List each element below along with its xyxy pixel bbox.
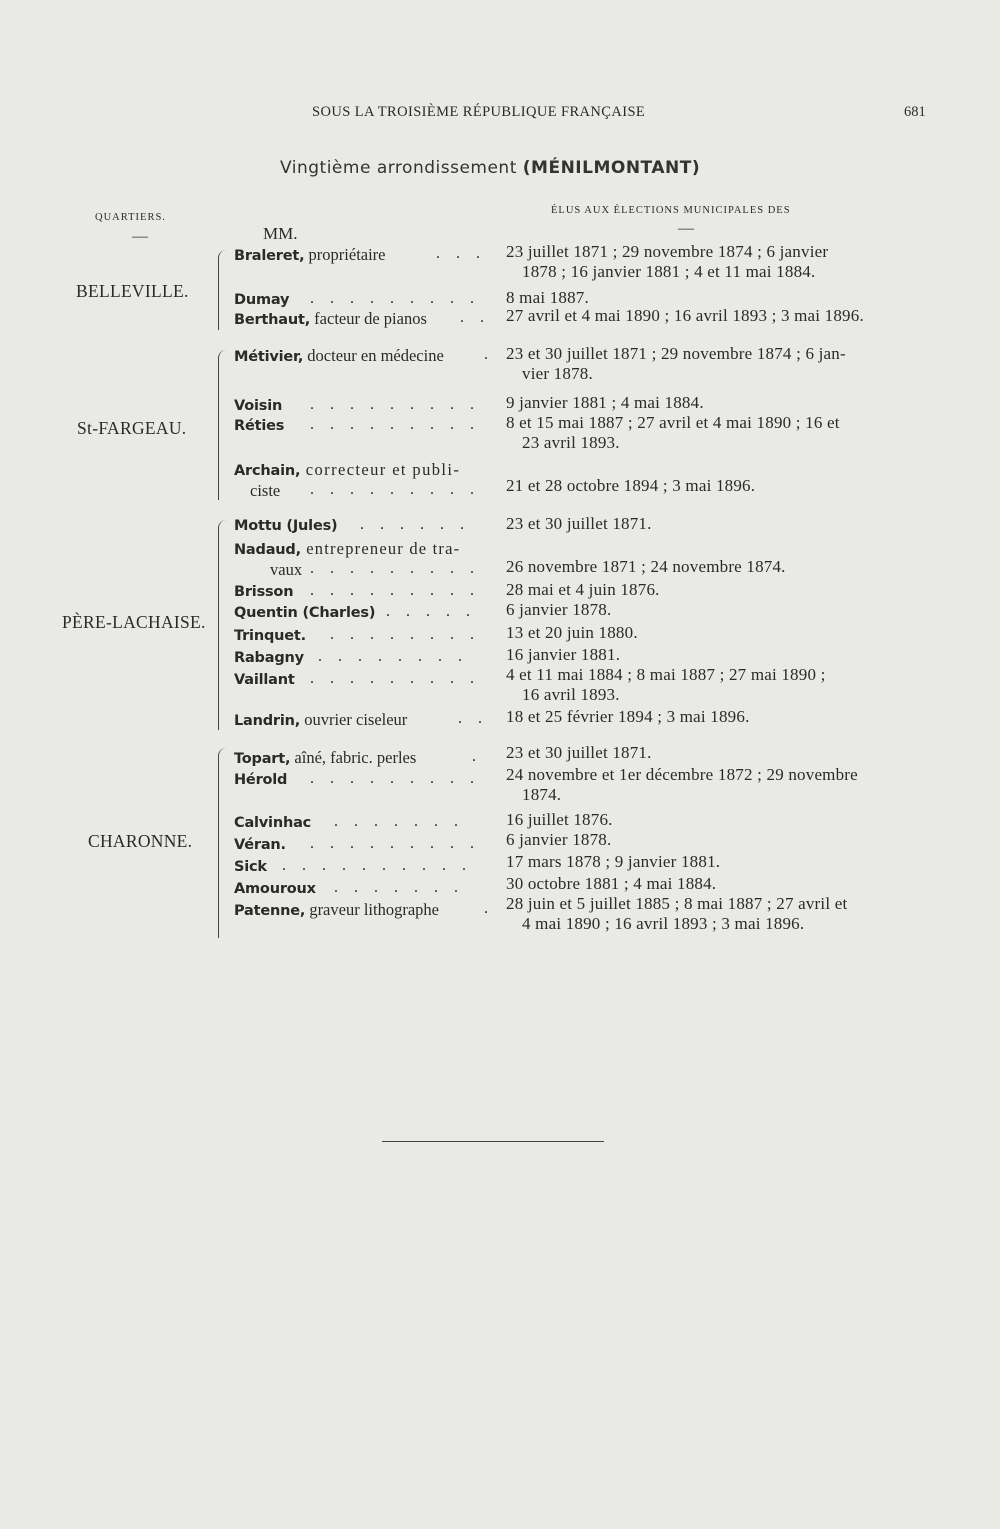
district-pere-lachaise: PÈRE-LACHAISE. <box>62 612 206 632</box>
entry-name: Métivier, docteur en médecine <box>234 346 444 365</box>
dot-leader: . . . . . . . . . <box>310 670 480 687</box>
brace-belleville <box>218 250 229 330</box>
entry-name: Calvinhac <box>234 815 312 831</box>
district-charonne: CHARONNE. <box>88 831 193 851</box>
entry-name: Amouroux <box>234 881 316 897</box>
entry-dates: 27 avril et 4 mai 1890 ; 16 avril 1893 ; 3 mai 1896. <box>506 306 864 325</box>
entry-name: Voisin <box>234 398 283 414</box>
entry-name: Braleret, propriétaire <box>234 245 386 264</box>
entry-dates: 28 juin et 5 juillet 1885 ; 8 mai 1887 ; 27 avril et 4 mai 1890 ; 16 avril 1893 ; 3 mai 1896. <box>506 894 848 933</box>
entry-name: Topart, aîné, fabric. perles <box>234 748 417 767</box>
entry-dates: 17 mars 1878 ; 9 janvier 1881. <box>506 852 721 871</box>
entry-dates: 6 janvier 1878. <box>506 600 612 619</box>
dot-leader: . . . . . <box>386 603 476 620</box>
dot-leader: . . . . . . <box>360 516 470 533</box>
entry-dates: 28 mai et 4 juin 1876. <box>506 580 660 599</box>
dot-leader: . . . . . . . . . <box>310 770 480 787</box>
dot-leader: . . . . . . . . . <box>310 560 480 577</box>
entry-dates: 9 janvier 1881 ; 4 mai 1884. <box>506 393 704 412</box>
dot-leader: . <box>484 346 494 363</box>
entry-dates: 16 juillet 1876. <box>506 810 613 829</box>
entry-dates: 16 janvier 1881. <box>506 645 621 664</box>
entry-name: Brisson <box>234 584 294 600</box>
dot-leader: . . <box>458 710 488 727</box>
entry-dates: 8 et 15 mai 1887 ; 27 avril et 4 mai 1890 ; 16 et 23 avril 1893. <box>506 413 840 452</box>
entry-name-continuation: vaux <box>270 560 303 579</box>
column-header-elus: ÉLUS AUX ÉLECTIONS MUNICIPALES DES <box>551 205 791 216</box>
dot-leader: . . . . . . . . . <box>310 582 480 599</box>
entry-dates: 13 et 20 juin 1880. <box>506 623 638 642</box>
dot-leader: . . . <box>436 245 486 262</box>
dot-leader: . <box>472 748 482 765</box>
dot-leader: . . . . . . . . . <box>310 396 480 413</box>
entry-dates: 4 et 11 mai 1884 ; 8 mai 1887 ; 27 mai 1890 ; 16 avril 1893. <box>506 665 826 704</box>
running-head: SOUS LA TROISIÈME RÉPUBLIQUE FRANÇAISE <box>312 104 646 120</box>
entry-name: Hérold <box>234 772 288 788</box>
entry-name: Réties <box>234 418 285 434</box>
entry-dates: 6 janvier 1878. <box>506 830 612 849</box>
dot-leader: . . . . . . . . <box>318 648 468 665</box>
dot-leader: . . . . . . . <box>334 879 464 896</box>
entry-dates: 18 et 25 février 1894 ; 3 mai 1896. <box>506 707 750 726</box>
entry-name: Quentin (Charles) <box>234 605 376 621</box>
entry-dates: 23 et 30 juillet 1871. <box>506 743 652 762</box>
dot-leader: . <box>484 900 494 917</box>
entry-name: Rabagny <box>234 650 304 666</box>
brace-pere-lachaise <box>218 520 229 730</box>
column-header-mm: MM. <box>263 224 298 243</box>
column-header-quartiers: QUARTIERS. <box>95 212 166 223</box>
dot-leader: . . . . . . . . . . <box>282 857 472 874</box>
dot-leader: . . . . . . . . . <box>310 835 480 852</box>
entry-name: Véran. <box>234 837 286 853</box>
district-st-fargeau: St-FARGEAU. <box>77 418 187 438</box>
column-header-elus-dash: — <box>678 220 694 237</box>
entry-dates: 23 et 30 juillet 1871. <box>506 514 652 533</box>
dot-leader: . . . . . . . . . <box>310 416 480 433</box>
entry-dates: 23 et 30 juillet 1871 ; 29 novembre 1874 ; 6 jan- vier 1878. <box>506 344 846 383</box>
entry-dates: 23 juillet 1871 ; 29 novembre 1874 ; 6 janvier 1878 ; 16 janvier 1881 ; 4 et 11 mai 1884. <box>506 242 829 281</box>
district-belleville: BELLEVILLE. <box>76 281 189 301</box>
entry-dates: 8 mai 1887. <box>506 288 589 307</box>
entry-name: Landrin, ouvrier ciseleur <box>234 710 408 729</box>
brace-charonne <box>218 748 229 938</box>
entry-name: Sick <box>234 859 267 875</box>
section-title <box>280 158 700 178</box>
entry-name: Dumay <box>234 292 290 308</box>
entry-name: Patenne, graveur lithographe <box>234 900 439 919</box>
entry-name: Berthaut, facteur de pianos <box>234 309 427 328</box>
entry-name-continuation: ciste <box>250 481 281 500</box>
entry-dates: 24 novembre et 1er décembre 1872 ; 29 novembre 1874. <box>506 765 858 804</box>
closing-rule <box>382 1141 604 1142</box>
entry-name: Nadaud, entrepreneur de tra- <box>234 539 461 558</box>
section-title-paren: (MÉNILMONTANT) <box>522 158 701 178</box>
dot-leader: . . . . . . . . . <box>310 481 480 498</box>
dot-leader: . . . . . . . <box>334 813 464 830</box>
entry-dates: 30 octobre 1881 ; 4 mai 1884. <box>506 874 717 893</box>
entry-dates: 26 novembre 1871 ; 24 novembre 1874. <box>506 557 786 576</box>
entry-name: Trinquet. <box>234 628 306 644</box>
section-title-prefix: Vingtième arrondissement <box>280 158 517 178</box>
column-header-quartiers-dash: — <box>132 228 148 245</box>
entry-name: Vaillant <box>234 672 295 688</box>
dot-leader: . . . . . . . . <box>330 626 480 643</box>
brace-st-fargeau <box>218 350 229 500</box>
entry-name: Mottu (Jules) <box>234 518 338 534</box>
entry-dates: 21 et 28 octobre 1894 ; 3 mai 1896. <box>506 476 756 495</box>
page-number: 681 <box>904 104 926 120</box>
entry-name: Archain, correcteur et publi- <box>234 460 461 479</box>
dot-leader: . . <box>460 309 490 326</box>
dot-leader: . . . . . . . . . <box>310 290 480 307</box>
